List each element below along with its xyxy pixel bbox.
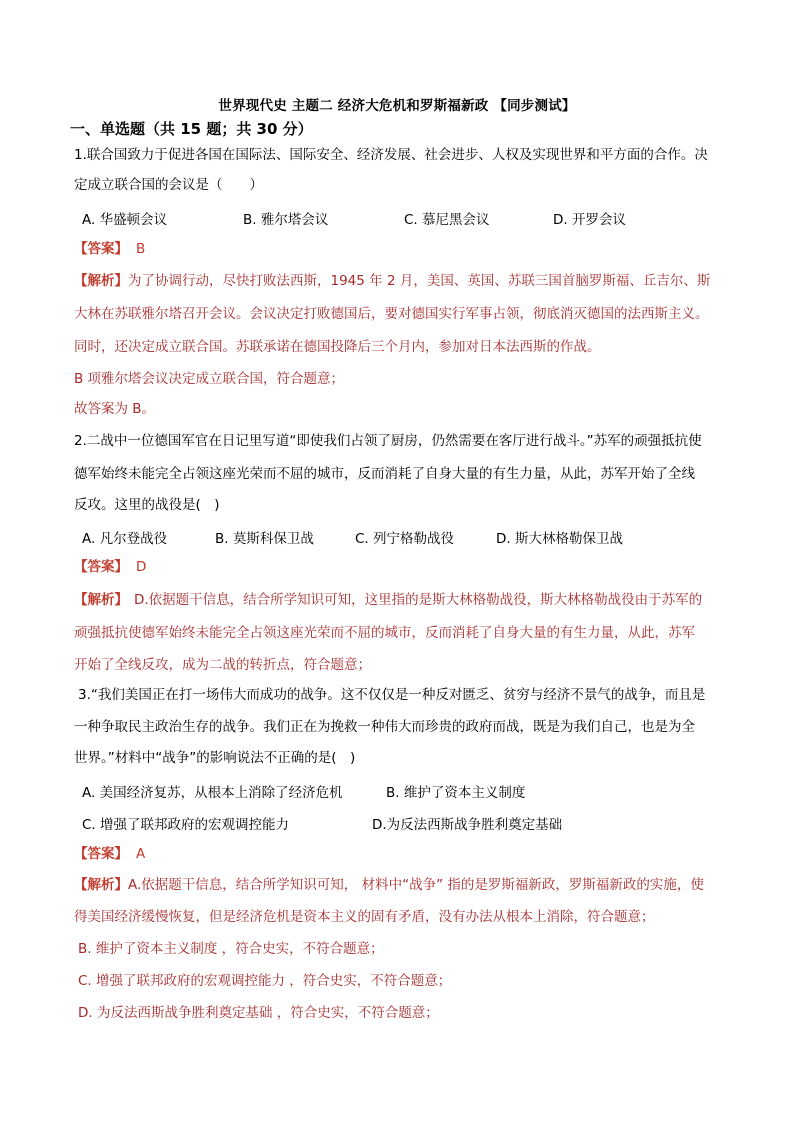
q1-stem-line-1: 1.联合国致力于促进各国在国际法、国际安全、经济发展、社会进步、人权及实现世界和平方面的合作。决 — [74, 147, 708, 163]
q3-analysis-line-1 — [74, 876, 704, 894]
answer-value: A — [136, 846, 146, 862]
q2-answer — [74, 558, 146, 576]
q2-analysis-line-3: 开始了全线反攻，成为二战的转折点，符合题意； — [74, 657, 371, 673]
q2-analysis-line-1 — [74, 591, 702, 609]
answer-label: 【答案】 — [74, 559, 128, 575]
q3-stem-line-3: 世界。”材料中“战争”的影响说法不正确的是( ) — [74, 750, 356, 766]
q1-stem-line-2: 定成立联合国的会议是（ ） — [74, 177, 263, 193]
q3-option-a: A. 美国经济复苏，从根本上消除了经济危机 — [82, 785, 343, 801]
q3-answer — [74, 845, 145, 863]
q3-analysis-line-4: C. 增强了联邦政府的宏观调控能力 ，符合史实，不符合题意； — [78, 973, 452, 989]
q2-stem-line-2: 德军始终未能完全占领这座光荣而不屈的城市，反而消耗了自身大量的有生力量，从此，苏军开始了全线 — [74, 466, 695, 482]
q2-stem-line-1: 2.二战中一位德国军官在日记里写道“即使我们占领了厨房，仍然需要在客厅进行战斗。”苏军的顽强抵抗使 — [74, 433, 702, 449]
analysis-label: 【解析】 — [74, 877, 128, 893]
analysis-text: 为了协调行动，尽快打败法西斯，1945 年 2 月，美国、英国、苏联三国首脑罗斯福、丘吉尔、斯 — [128, 273, 711, 289]
answer-label: 【答案】 — [74, 846, 128, 862]
q1-analysis-line-3: 同时，还决定成立联合国。苏联承诺在德国投降后三个月内，参加对日本法西斯的作战。 — [74, 339, 601, 355]
q3-analysis-line-2: 得美国经济缓慢恢复，但是经济危机是资本主义的固有矛盾，没有办法从根本上消除，符合题意； — [74, 909, 655, 925]
analysis-label: 【解析】 — [74, 592, 128, 608]
q1-analysis-line-2: 大林在苏联雅尔塔召开会议。会议决定打败德国后，要对德国实行军事占领，彻底消灭德国的法西斯主义。 — [74, 306, 709, 322]
analysis-label: 【解析】 — [74, 273, 128, 289]
q3-option-d: D.为反法西斯战争胜利奠定基础 — [372, 817, 563, 833]
q3-analysis-line-5: D. 为反法西斯战争胜利奠定基础 ，符合史实，不符合题意； — [78, 1005, 439, 1021]
q2-option-b: B. 莫斯科保卫战 — [215, 531, 314, 547]
q2-stem-line-3: 反攻。这里的战役是( ) — [74, 497, 220, 513]
answer-value: D — [136, 559, 147, 575]
q1-option-d: D. 开罗会议 — [553, 212, 626, 228]
q1-option-c: C. 慕尼黑会议 — [404, 212, 490, 228]
q3-stem-line-2: 一种争取民主政治生存的战争。我们正在为挽救一种伟大而珍贵的政府而战，既是为我们自己，也是为全 — [74, 719, 695, 735]
answer-label: 【答案】 — [74, 241, 128, 257]
q1-answer — [74, 240, 145, 258]
q3-analysis-line-3: B. 维护了资本主义制度 ，符合史实，不符合题意； — [78, 941, 384, 957]
q2-option-a: A. 凡尔登战役 — [82, 531, 168, 547]
analysis-text: D.依据题干信息，结合所学知识可知，这里指的是斯大林格勒战役，斯大林格勒战役由于苏军的 — [134, 592, 703, 608]
q2-analysis-line-2: 顽强抵抗使德军始终未能完全占领这座光荣而不屈的城市，反而消耗了自身大量的有生力量，从此，苏军 — [74, 625, 695, 641]
q2-option-c: C. 列宁格勒战役 — [355, 531, 455, 547]
section-heading: 一、单选题（共 15 题；共 30 分） — [70, 120, 313, 138]
q3-option-b: B. 维护了资本主义制度 — [386, 785, 526, 801]
q3-option-c: C. 增强了联邦政府的宏观调控能力 — [82, 817, 290, 833]
q1-analysis-line-5: 故答案为 B。 — [74, 401, 156, 417]
analysis-text: A.依据题干信息，结合所学知识可知， 材料中“战争” 指的是罗斯福新政，罗斯福新政的实施，使 — [128, 877, 704, 893]
document-title: 世界现代史 主题二 经济大危机和罗斯福新政 【同步测试】 — [218, 98, 576, 114]
answer-value: B — [136, 241, 146, 257]
q3-stem-line-1: 3.“我们美国正在打一场伟大而成功的战争。这不仅仅是一种反对匮乏、贫穷与经济不景气的战争，而且是 — [78, 687, 706, 703]
q2-option-d: D. 斯大林格勒保卫战 — [496, 531, 623, 547]
q1-analysis-line-1 — [74, 272, 710, 290]
q1-option-a: A. 华盛顿会议 — [82, 212, 168, 228]
q1-analysis-line-4: B 项雅尔塔会议决定成立联合国，符合题意； — [74, 371, 345, 387]
q1-option-b: B. 雅尔塔会议 — [243, 212, 329, 228]
